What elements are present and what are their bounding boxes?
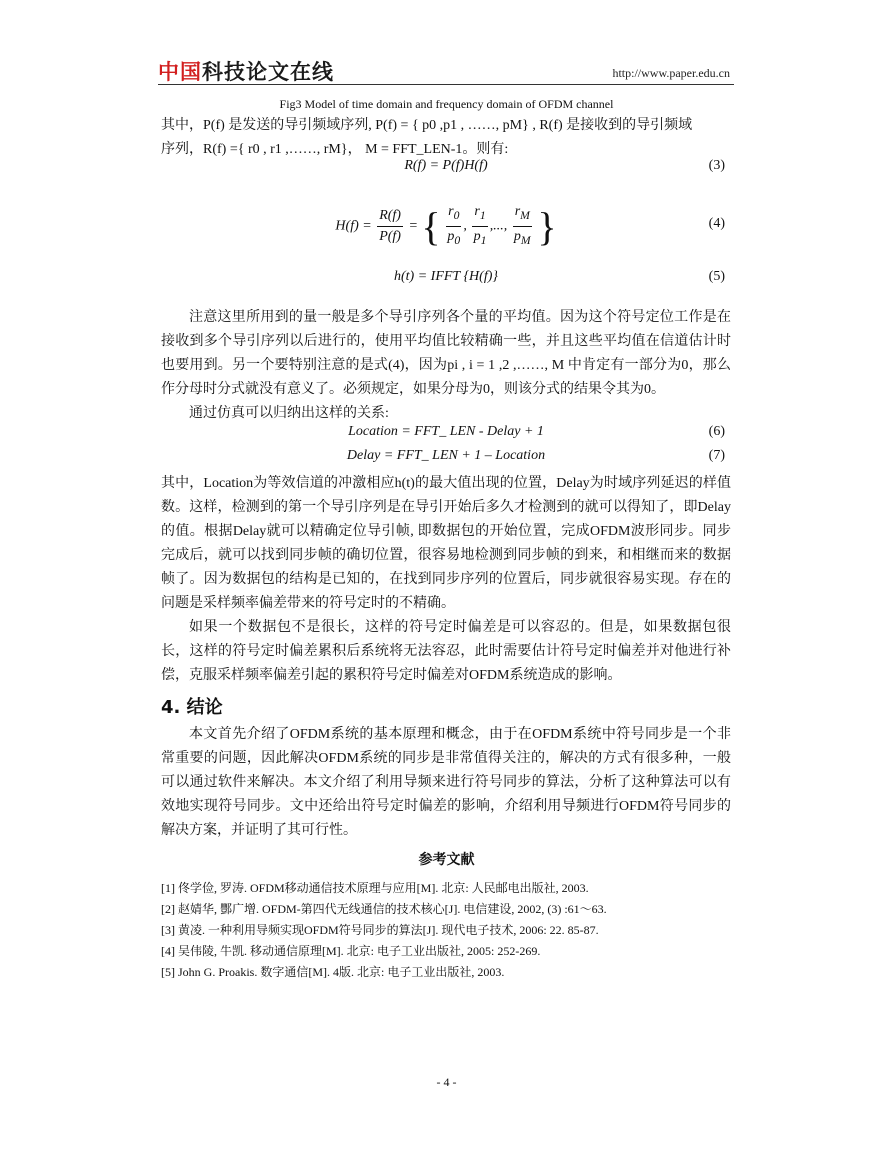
equation-4-body: H(f) = $\frac{R(f)}{P(f)}$ = { $\frac{r_0}{p_0}$ , $\frac{r_1}{p_1}$ ,..., $\frac{r_M}{p_M}$ } <box>335 203 557 249</box>
fraction-r-over-p: $\frac{R(f)}{P(f)}$ <box>379 207 401 244</box>
reference-item: [3] 黄凌. 一种利用导频实现OFDM符号同步的算法[J]. 现代电子技术, 2006: 22. 85-87. <box>161 923 599 937</box>
fraction-rm-pm: $\frac{r_M}{p_M}$ <box>513 204 531 247</box>
journal-logo <box>158 56 334 86</box>
equation-3 <box>161 158 731 182</box>
note-paragraph-block <box>161 306 731 426</box>
conclusion-block <box>161 723 731 843</box>
conclusion-paragraph: 本文首先介绍了OFDM系统的基本原理和概念，由于在OFDM系统中符号同步是一个非常重要的问题，因此解决OFDM系统的同步是非常值得关注的，解决的方式有很多种，一般可以通过软件来解决。本文介绍了利用导频来进行符号同步的算法，分析了这种算法可以有效地实现符号同步。文中还给出符号定时偏差的影响，介绍利用导频进行OFDM符号同步的解决方案，并证明了其可行性。 <box>161 727 731 838</box>
header-divider <box>158 84 734 85</box>
intro-line-1: 其中，P(f) 是发送的导引频域序列, P(f) = { p0 ,p1 , ……, pM} , R(f) 是接收到的导引频域 <box>161 118 693 133</box>
equation-4 <box>161 198 731 254</box>
equation-7-number: (7) <box>708 448 725 463</box>
reference-item: [2] 赵婧华, 酆广增. OFDM-第四代无线通信的技术核心[J]. 电信建设, 2002, (3) :61～63. <box>161 902 607 916</box>
reference-item: [1] 佟学俭, 罗涛. OFDM移动通信技术原理与应用[M]. 北京: 人民邮电出版社, 2003. <box>161 881 589 895</box>
logo-black-part: 科技论文在线 <box>202 60 334 84</box>
equation-4-lhs: H(f) = <box>335 218 372 234</box>
equation-5-body: h(t) = IFFT {H(f)} <box>394 269 498 284</box>
figure-caption: Fig3 Model of time domain and frequency domain of OFDM channel <box>279 97 614 111</box>
equation-5 <box>161 269 731 293</box>
equation-6 <box>161 424 731 448</box>
logo-red-part: 中国 <box>158 60 202 84</box>
simulation-paragraph: 通过仿真可以归纳出这样的关系: <box>189 406 389 421</box>
references-title: 参考文献 <box>418 852 475 868</box>
fraction-r1-p1: $\frac{r_1}{p_1}$ <box>473 204 487 247</box>
page-number: - 4 - <box>436 1075 457 1089</box>
reference-item: [5] John G. Proakis. 数字通信[M]. 4版. 北京: 电子工业出版社, 2003. <box>161 965 505 979</box>
note-paragraph: 注意这里所用到的量一般是多个导引序列各个量的平均值。因为这个符号定位工作是在接收到多个导引序列以后进行的，使用平均值比较精确一些，并且这些平均值在信道估计时也要用到。另一个要特别注意的是式(4)，因为pi , i = 1 ,2 ,……, M 中肯定有一部分为0，那么作分母时分式就没有意义了。必须规定，如果分母为0，则该分式的结果令其为0。 <box>161 310 731 397</box>
fraction-r0-p0: $\frac{r_0}{p_0}$ <box>447 204 461 247</box>
equation-7 <box>161 448 731 472</box>
equation-6-number: (6) <box>708 424 725 439</box>
packet-paragraph: 如果一个数据包不是很长，这样的符号定时偏差是可以容忍的。但是，如果数据包很长，这样的符号定时偏差累积后系统将无法容忍，此时需要估计符号定时偏差并对他进行补偿，克服采样频率偏差引起的累积符号定时偏差对OFDM系统造成的影响。 <box>161 620 731 683</box>
references-list <box>161 878 731 983</box>
equation-3-body: R(f) = P(f)H(f) <box>404 158 488 173</box>
equation-4-number: (4) <box>708 216 725 231</box>
location-paragraph-block <box>161 472 731 688</box>
location-paragraph: 其中，Location为等效信道的冲激相应h(t)的最大值出现的位置，Delay为时域序列延迟的样值数。这样，检测到的第一个导引序列是在导引开始后多久才检测到的就可以得知了，即Delay的值。根据Delay就可以精确定位导引帧, 即数据包的开始位置，完成OFDM波形同步。同步完成后，就可以找到同步帧的确切位置，很容易地检测到同步帧的到来，和相继而来的数据帧了。因为数据包的结构是已知的，在找到同步序列的位置后，同步就很容易实现。存在的问题是采样频率偏差带来的符号定时的不精确。 <box>161 476 731 611</box>
equation-7-body: Delay = FFT_ LEN + 1 – Location <box>346 448 546 463</box>
equation-5-number: (5) <box>708 269 725 284</box>
intro-text <box>161 114 731 162</box>
header-url[interactable]: http://www.paper.edu.cn <box>612 66 730 80</box>
section-heading-conclusion: 4. 结论 <box>161 697 223 718</box>
equation-6-body: Location = FFT_ LEN - Delay + 1 <box>348 424 544 439</box>
equation-3-number: (3) <box>708 158 725 173</box>
reference-item: [4] 吴伟陵, 牛凯. 移动通信原理[M]. 北京: 电子工业出版社, 2005: 252-269. <box>161 944 541 958</box>
intro-line-2: 序列，R(f) ={ r0 , r1 ,……, rM}， M = FFT_LEN-1。则有: <box>161 142 509 157</box>
